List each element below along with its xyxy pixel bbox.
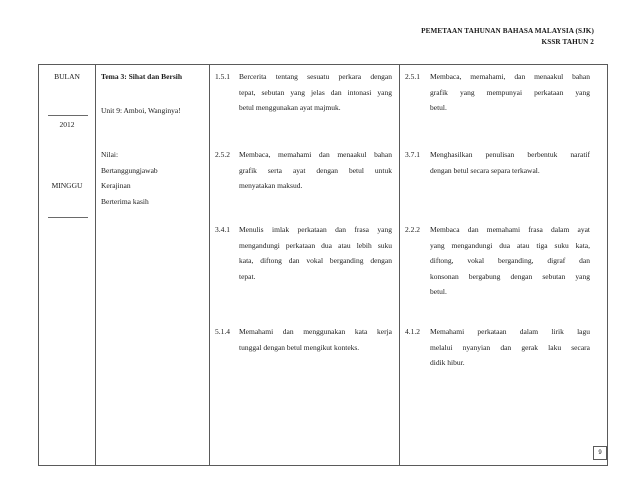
column-divider bbox=[209, 65, 210, 465]
standard-text bbox=[239, 147, 392, 194]
standard-code: 2.5.1 bbox=[405, 72, 420, 81]
text-line: Membaca, memahami dan menaakul bahan bbox=[239, 150, 392, 159]
text-line: tepat, sebutan yang jelas dan intonasi yang bbox=[239, 87, 392, 97]
text-line: Bercerita tentang sesuatu perkara dengan bbox=[239, 72, 392, 81]
unit-label: Unit 9: Amboi, Wanginya! bbox=[101, 106, 181, 115]
standard-text bbox=[430, 147, 590, 178]
text-line: betul. bbox=[430, 287, 447, 296]
standard-text bbox=[430, 222, 590, 300]
bulan-label: BULAN bbox=[54, 72, 80, 81]
document-subtitle: KSSR TAHUN 2 bbox=[541, 38, 594, 46]
text-line: diftong, vokal berganding, digraf dan bbox=[430, 256, 590, 265]
bulan-blank-line bbox=[48, 115, 88, 116]
standard-text bbox=[239, 69, 392, 116]
standard-text bbox=[239, 222, 392, 284]
text-line: didik hibur. bbox=[430, 358, 465, 367]
text-line: menyatakan maksud. bbox=[239, 181, 303, 190]
standard-code: 4.1.2 bbox=[405, 327, 420, 336]
text-line: Membaca, memahami, dan menaakul bahan bbox=[430, 72, 590, 81]
minggu-blank-line bbox=[48, 217, 88, 218]
nilai-item: Bertanggungjawab bbox=[101, 165, 158, 175]
text-line: Membaca dan memahami frasa dalam ayat bbox=[430, 225, 590, 234]
minggu-label: MINGGU bbox=[51, 181, 83, 190]
text-line: grafik yang mempunyai perkataan yang bbox=[430, 87, 590, 97]
standard-text bbox=[239, 324, 392, 355]
text-line: yang mengandungi dua atau tiga suku kata, bbox=[430, 240, 590, 250]
mapping-table bbox=[38, 64, 608, 466]
text-line: konsonan bergabung dengan sebutan yang bbox=[430, 271, 590, 281]
text-line: dengan betul secara separa terkawal. bbox=[430, 165, 540, 175]
standard-code: 3.7.1 bbox=[405, 150, 420, 159]
text-line: Memahami dan menggunakan kata kerja bbox=[239, 327, 392, 336]
text-line: melalui nyanyian dan gerak laku secara bbox=[430, 342, 590, 352]
text-line: tepat. bbox=[239, 271, 256, 281]
column-divider bbox=[95, 65, 96, 465]
standard-text bbox=[430, 69, 590, 116]
tema-label: Tema 3: Sihat dan Bersih bbox=[101, 72, 182, 81]
text-line: grafik serta ayat dengan betul untuk bbox=[239, 165, 392, 175]
nilai-item: Kerajinan bbox=[101, 181, 131, 190]
text-line: Menulis imlak perkataan dan frasa yang bbox=[239, 225, 392, 234]
text-line: Menghasilkan penulisan berbentuk naratif bbox=[430, 150, 590, 159]
nilai-label: Nilai: bbox=[101, 150, 119, 159]
standard-text bbox=[430, 324, 590, 371]
text-line: kata, diftong dan vokal berganding dengan bbox=[239, 256, 392, 265]
text-line: betul. bbox=[430, 103, 447, 112]
page-number: 9 bbox=[593, 446, 607, 460]
standard-code: 1.5.1 bbox=[215, 72, 230, 81]
text-line: betul menggunakan ayat majmuk. bbox=[239, 103, 341, 112]
standard-code: 3.4.1 bbox=[215, 225, 230, 234]
document-header bbox=[421, 26, 594, 48]
standard-code: 2.2.2 bbox=[405, 225, 420, 234]
column-divider bbox=[399, 65, 400, 465]
text-line: Memahami perkataan dalam lirik lagu bbox=[430, 327, 590, 336]
year-label: 2012 bbox=[59, 120, 75, 129]
standard-code: 5.1.4 bbox=[215, 327, 230, 336]
standard-code: 2.5.2 bbox=[215, 150, 230, 159]
nilai-item: Berterima kasih bbox=[101, 196, 149, 206]
document-title: PEMETAAN TAHUNAN BAHASA MALAYSIA (SJK) bbox=[421, 27, 594, 35]
text-line: mengandungi perkataan dua atau lebih suku bbox=[239, 240, 392, 250]
text-line: tunggal dengan betul mengikut konteks. bbox=[239, 342, 360, 352]
